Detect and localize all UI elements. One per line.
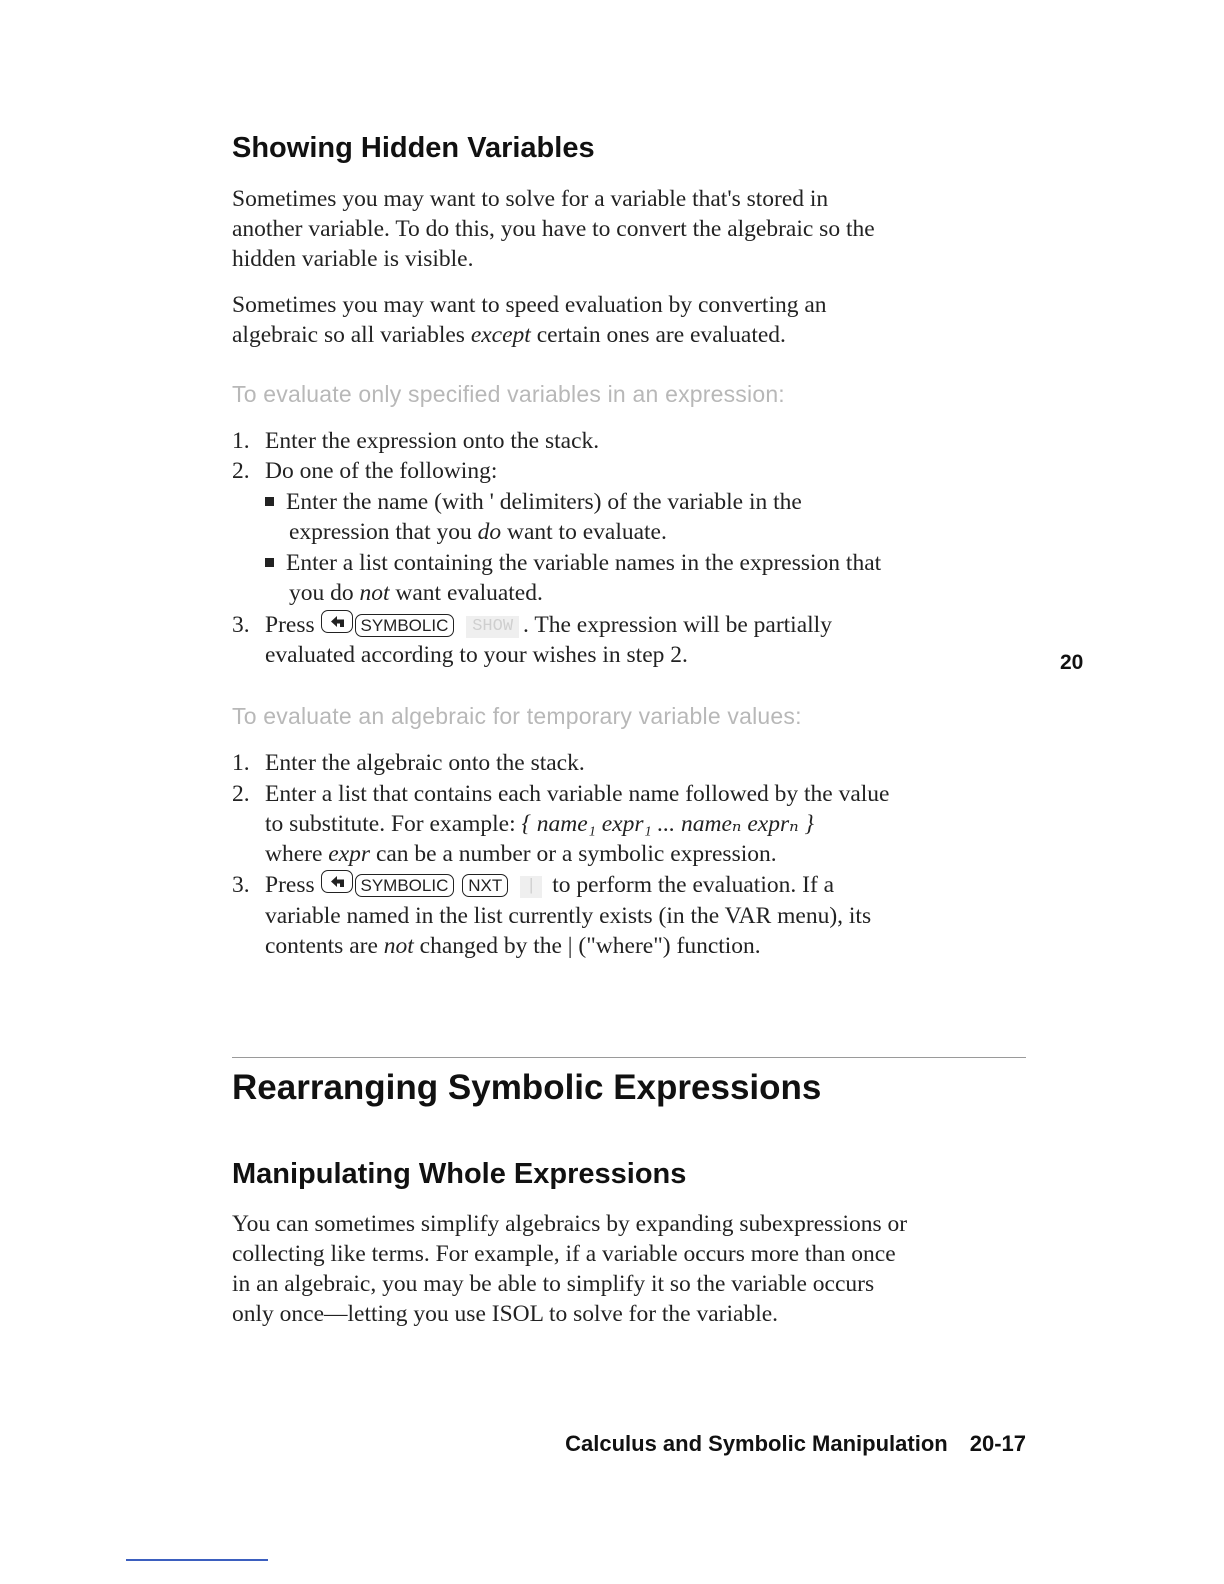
step-number: 3. (232, 612, 250, 638)
bullet-item: Enter the name (with ' delimiters) of the variable in the expression that you do want to evaluate. (265, 487, 802, 547)
step-text: Do one of the following: (265, 458, 498, 484)
step-text: Enter a list that contains each variable name followed by the value (265, 781, 890, 807)
step-text: Enter the expression onto the stack. (265, 428, 600, 454)
manipulating-paragraph (232, 1209, 1032, 1329)
step-text-continued: where expr can be a number or a symbolic expression. (265, 841, 777, 867)
section-divider (232, 1057, 1026, 1058)
bullet-icon (265, 497, 274, 506)
step-number: 1. (232, 428, 250, 454)
left-shift-arrow-icon (322, 611, 352, 632)
step-text-continued: variable named in the list currently exists (in the VAR menu), its (265, 903, 872, 929)
emphasis: not (383, 933, 414, 959)
footer-title: Calculus and Symbolic Manipulation (565, 1431, 948, 1456)
paragraph-line: You can sometimes simplify algebraics by expanding subexpressions or (232, 1211, 908, 1237)
procedure-list-1 (0, 426, 1224, 686)
step-text: Press SYMBOLIC SHOW . The expression will be partially (265, 612, 832, 638)
paragraph-line: in an algebraic, you may be able to simplify it so the variable occurs (232, 1271, 875, 1297)
step-text: Press SYMBOLIC NXT | to perform the evaluation. If a (265, 872, 835, 898)
paragraph-line: algebraic so all variables except certain ones are evaluated. (232, 322, 786, 348)
where-softkey: | (520, 876, 542, 898)
step-text: Enter the algebraic onto the stack. (265, 750, 585, 776)
paragraph-line: another variable. To do this, you have to convert the algebraic so the (232, 216, 875, 242)
step-number: 2. (232, 458, 250, 484)
paragraph-line: collecting like terms. For example, if a variable occurs more than once (232, 1241, 896, 1267)
procedure-heading-specified-variables: To evaluate only specified variables in an expression: (232, 381, 785, 407)
page-footer (565, 1431, 1026, 1457)
paragraph-line: Sometimes you may want to speed evaluation by converting an (232, 292, 827, 318)
speed-paragraph (232, 290, 1032, 350)
emphasis: except (470, 322, 531, 348)
section-heading-rearranging: Rearranging Symbolic Expressions (232, 1068, 822, 1107)
math-example: { name₁ expr₁ ... nameₙ exprₙ } (521, 811, 814, 837)
left-shift-key (321, 870, 353, 893)
step-text-continued: evaluated according to your wishes in step 2. (265, 642, 688, 668)
scan-edge-line (126, 1559, 268, 1561)
section-heading-hidden-variables: Showing Hidden Variables (232, 132, 595, 164)
page-number: 20-17 (969, 1431, 1026, 1456)
show-softkey: SHOW (466, 616, 519, 638)
paragraph-line: hidden variable is visible. (232, 246, 474, 272)
intro-paragraph (232, 184, 1032, 274)
left-shift-key (321, 610, 353, 633)
emphasis: expr (328, 841, 371, 867)
bullet-icon (265, 558, 274, 567)
left-shift-arrow-icon (322, 871, 352, 892)
bullet-item: Enter a list containing the variable names in the expression that you do not want evaluated. (265, 548, 881, 608)
step-number: 1. (232, 750, 250, 776)
symbolic-key: SYMBOLIC (355, 614, 455, 637)
paragraph-line: Sometimes you may want to solve for a variable that's stored in (232, 186, 829, 212)
next-key: NXT (462, 874, 508, 897)
step-text-continued: contents are not changed by the | ("where") function. (265, 933, 761, 959)
section-heading-manipulating: Manipulating Whole Expressions (232, 1158, 687, 1190)
emphasis: not (359, 580, 390, 606)
procedure-list-2 (0, 748, 1224, 968)
step-number: 2. (232, 781, 250, 807)
procedure-heading-temporary-values: To evaluate an algebraic for temporary variable values: (232, 703, 802, 729)
paragraph-line: only once—letting you use ISOL to solve for the variable. (232, 1301, 779, 1327)
step-number: 3. (232, 872, 250, 898)
emphasis: do (477, 519, 502, 545)
step-text-continued: to substitute. For example: { name₁ expr₁ ... nameₙ exprₙ } (265, 811, 814, 837)
chapter-tab-number: 20 (1060, 651, 1084, 674)
symbolic-key: SYMBOLIC (355, 874, 455, 897)
